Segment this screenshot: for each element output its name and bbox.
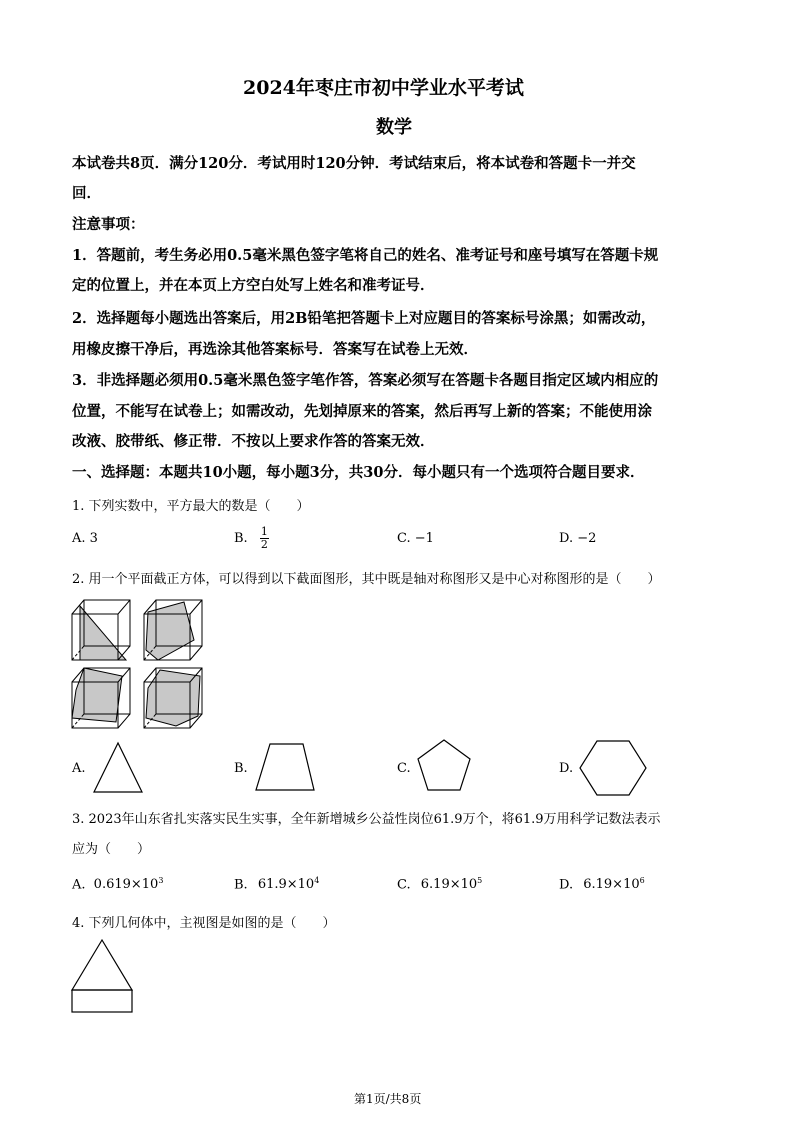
note-2-line-1: 2．选择题每小题选出答案后，用2B铅笔把答题卡上对应题目的答案标号涂黑；如需改动， [72, 310, 656, 327]
q3-option-a [72, 876, 163, 892]
cube-section-3 [72, 668, 130, 728]
q1-option-a: A. 3 [72, 531, 98, 546]
cube-section-2 [144, 600, 202, 660]
q3-option-c-exponent: 5 [477, 876, 483, 885]
q1-option-b-label: B. [234, 531, 248, 546]
subject-title: 数学 [376, 117, 412, 138]
cube-section-1 [72, 600, 130, 660]
q3-option-d-exponent: 6 [639, 876, 645, 885]
note-2-line-2: 用橡皮擦干净后，再选涂其他答案标号．答案写在试卷上无效． [72, 341, 478, 358]
q4-stem: 4. 下列几何体中，主视图是如图的是（ ） [72, 916, 336, 931]
q3-option-a-label: A. [72, 877, 86, 893]
q3-option-a-exponent: 3 [158, 876, 164, 885]
q1-option-d: D. −2 [559, 531, 597, 546]
fraction-denominator: 2 [260, 538, 268, 551]
q3-option-b [234, 876, 319, 892]
note-1-line-2: 定的位置上，并在本页上方空白处写上姓名和准考证号． [72, 277, 435, 294]
q3-option-d [559, 876, 645, 892]
q3-option-c-label: C. [397, 877, 411, 893]
q2-option-b-label: B. [234, 761, 248, 776]
q3-stem-line-2: 应为（ ） [72, 842, 151, 857]
q3-option-b-value: 61.9×10 [257, 877, 315, 893]
q1-option-b [234, 526, 269, 551]
note-3-line-3: 改液、胶带纸、修正带．不按以上要求作答的答案无效． [72, 433, 435, 450]
exam-title: 2024年枣庄市初中学业水平考试 [243, 77, 524, 99]
q1-stem: 1. 下列实数中，平方最大的数是（ ） [72, 499, 310, 514]
q3-option-d-value: 6.19×10 [583, 877, 640, 893]
q3-option-c [397, 876, 482, 892]
note-3-line-2: 位置，不能写在试卷上；如需改动，先划掉原来的答案，然后再写上新的答案；不能使用涂 [72, 403, 652, 420]
intro-line-2: 回． [72, 185, 101, 202]
q2-option-a-label: A. [72, 761, 86, 776]
note-1-line-1: 1．答题前，考生务必用0.5毫米黑色签字笔将自己的姓名、准考证号和座号填写在答题卡规 [72, 247, 659, 264]
q3-option-d-label: D. [559, 877, 574, 893]
q3-option-b-label: B. [234, 877, 248, 893]
fraction-numerator: 1 [260, 525, 268, 538]
intro-line-1: 本试卷共8页．满分120分．考试用时120分钟．考试结束后，将本试卷和答题卡一并交 [72, 155, 636, 172]
q2-option-c-label: C. [397, 761, 411, 776]
q1-option-b-fraction [260, 526, 269, 551]
section-1-heading: 一、选择题：本题共10小题，每小题3分，共30分．每小题只有一个选项符合题目要求． [72, 464, 645, 481]
q3-option-a-value: 0.619×10 [93, 877, 159, 893]
q2-stem: 2. 用一个平面截正方体，可以得到以下截面图形，其中既是轴对称图形又是中心对称图形的是（ ） [72, 572, 661, 587]
q2-option-d-label: D. [559, 761, 574, 776]
q3-stem-line-1: 3. 2023年山东省扎实落实民生实事，全年新增城乡公益性岗位61.9万个，将61.9万用科学记数法表示 [72, 812, 661, 827]
q1-option-c: C. −1 [397, 531, 434, 546]
page-footer: 第1页/共8页 [354, 1092, 422, 1106]
cube-section-4 [144, 668, 202, 728]
notes-heading: 注意事项： [72, 216, 145, 233]
q3-option-c-value: 6.19×10 [420, 877, 478, 893]
note-3-line-1: 3．非选择题必须用0.5毫米黑色签字笔作答，答案必须写在答题卡各题目指定区域内相应的 [72, 372, 659, 389]
q3-option-b-exponent: 4 [314, 876, 320, 885]
